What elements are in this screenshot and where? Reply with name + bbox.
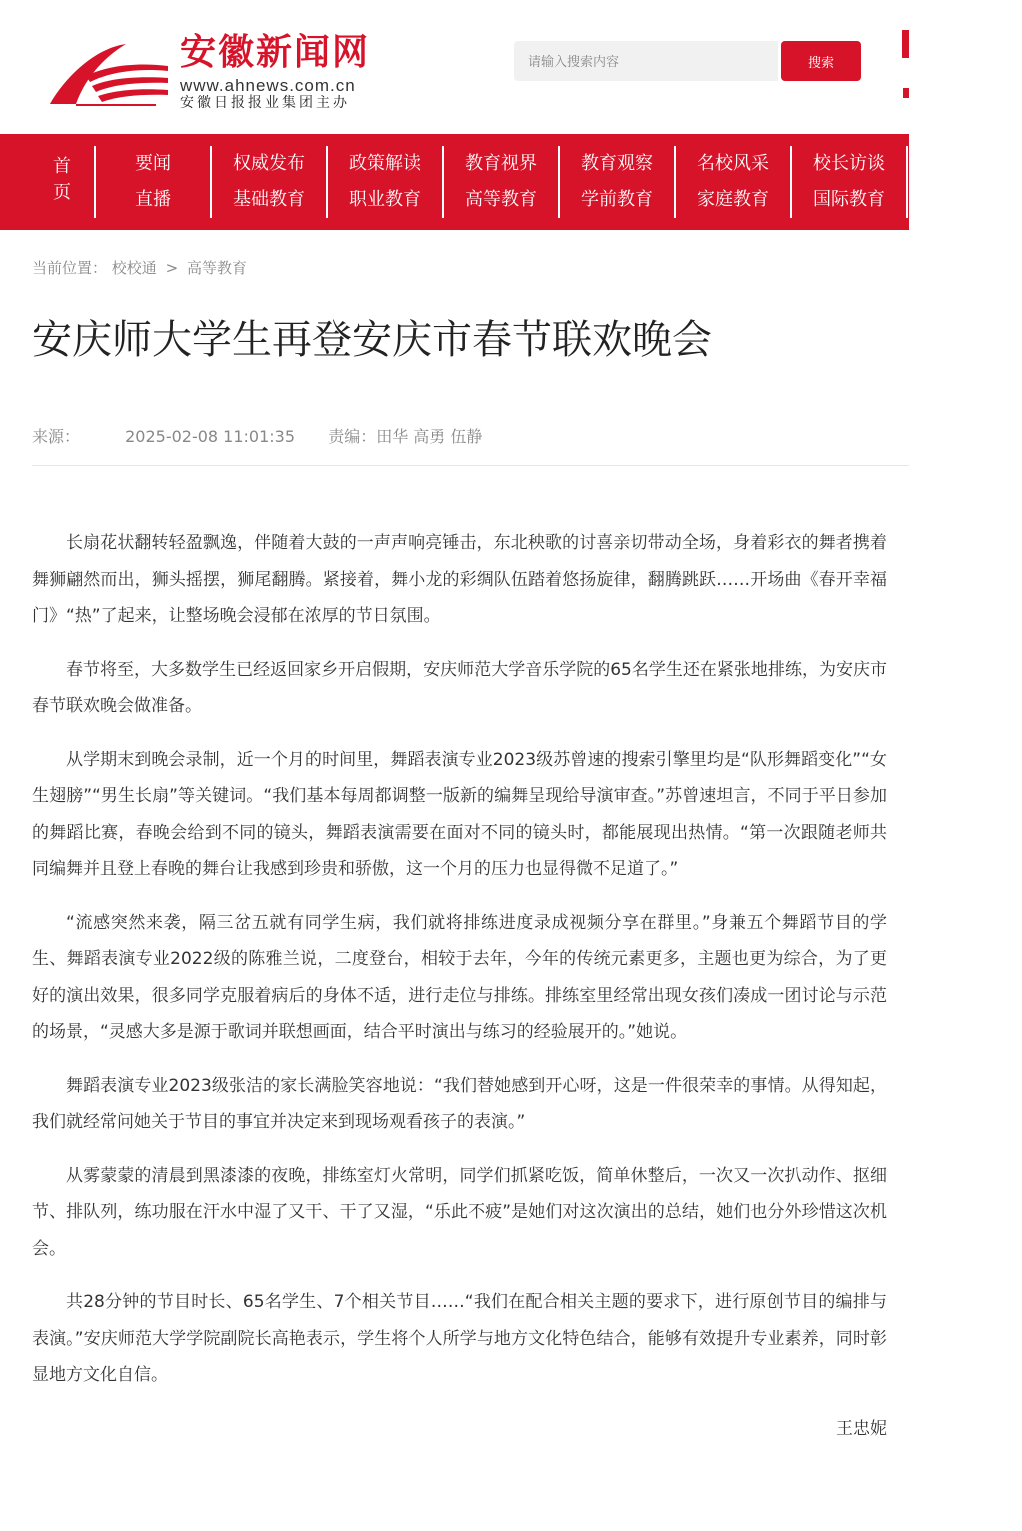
nav-home[interactable]	[34, 154, 90, 210]
article-meta	[32, 426, 482, 448]
nav-home-char: 页	[53, 182, 71, 203]
article-paragraph: 长扇花状翻转轻盈飘逸，伴随着大鼓的一声声响亮锤击，东北秧歌的讨喜亲切带动全场，身着彩衣的舞者携着舞狮翩然而出，狮头摇摆，狮尾翻腾。紧接着，舞小龙的彩绸队伍踏着悠扬旋律，翻腾跳跃……开场曲《春开幸福门》“热”了起来，让整场晚会浸郁在浓厚的节日氛围。	[32, 533, 887, 626]
nav-item[interactable]: 国际教育	[790, 182, 906, 218]
article-paragraph: “流感突然来袭，隔三岔五就有同学生病，我们就将排练进度录成视频分享在群里。”身兼五个舞蹈节目的学生、舞蹈表演专业2022级的陈雅兰说，二度登台，相较于去年，今年的传统元素更多，主题也更为综合，为了更好的演出效果，很多同学克服着病后的身体不适，进行走位与排练。排练室里经常出现女孩们凑成一团讨论与示范的场景，“灵感大多是源于歌词并联想画面，结合平时演出与练习的经验展开的。”她说。	[32, 912, 887, 1042]
nav-item[interactable]: 高等教育	[442, 182, 558, 218]
edge-decoration	[902, 30, 909, 58]
nav-item[interactable]: 校长访谈	[790, 146, 906, 182]
site-logo[interactable]	[46, 30, 406, 110]
article-paragraph: 从学期末到晚会录制，近一个月的时间里，舞蹈表演专业2023级苏曾速的搜索引擎里均是“队形舞蹈变化”“女生翅膀”“男生长扇”等关键词。“我们基本每周都调整一版新的编舞呈现给导演审查。”苏曾速坦言，不同于平日参加的舞蹈比赛，春晚会给到不同的镜头，舞蹈表演需要在面对不同的镜头时，都能展现出热情。“第一次跟随老师共同编舞并且登上春晚的舞台让我感到珍贵和骄傲，这一个月的压力也显得微不足道了。”	[32, 749, 887, 879]
nav-item[interactable]: 直播	[94, 182, 210, 218]
breadcrumb-link[interactable]: 高等教育	[186, 259, 247, 277]
edge-decoration-small	[903, 88, 909, 98]
article-paragraph: 从雾蒙蒙的清晨到黑漆漆的夜晚，排练室灯火常明，同学们抓紧吃饭，简单休整后，一次又一次扒动作、抠细节、排队列，练功服在汗水中湿了又干、干了又湿，“乐此不疲”是她们对这次演出的总结，她们也分外珍惜这次机会。	[32, 1165, 887, 1259]
logo-title: 安徽新闻网	[180, 31, 371, 73]
nav-item[interactable]: 要闻	[94, 146, 210, 182]
logo-subtitle: 安徽日报报业集团主办	[180, 95, 350, 111]
nav-home-char: 首	[53, 156, 71, 177]
article-editor: 责编：田华 高勇 伍静	[328, 427, 483, 446]
nav-item[interactable]: 名	[906, 146, 1022, 182]
nav-item[interactable]: 教育观察	[558, 146, 674, 182]
site-header	[0, 0, 909, 134]
article-title: 安庆师大学生再登安庆市春节联欢晚会	[32, 317, 712, 363]
search-input[interactable]	[514, 41, 778, 81]
breadcrumb-link[interactable]: 校校通	[111, 259, 157, 277]
nav-item[interactable]: 基础教育	[210, 182, 326, 218]
article-source: 来源：	[32, 427, 81, 446]
article-paragraph: 舞蹈表演专业2023级张洁的家长满脸笑容地说：“我们替她感到开心呀，这是一件很荣幸的事情。从得知起，我们就经常问她关于节目的事宜并决定来到现场观看孩子的表演。”	[32, 1075, 887, 1132]
article-paragraph: 春节将至，大多数学生已经返回家乡开启假期，安庆师范大学音乐学院的65名学生还在紧张地排练，为安庆市春节联欢晚会做准备。	[32, 659, 887, 716]
nav-row-secondary	[94, 182, 1022, 218]
breadcrumb-separator: >	[165, 259, 179, 277]
article-paragraph: 共28分钟的节目时长、65名学生、7个相关节目……“我们在配合相关主题的要求下，进行原创节目的编排与表演。”安庆师范大学学院副院长高艳表示，学生将个人所学与地方文化特色结合，能够有效提升专业素养，同时彰显地方文化自信。	[32, 1292, 887, 1385]
nav-item[interactable]: 政策解读	[326, 146, 442, 182]
breadcrumb-label: 当前位置：	[32, 259, 108, 277]
nav-item[interactable]: 教育视界	[442, 146, 558, 182]
nav-item[interactable]: 职业教育	[326, 182, 442, 218]
divider	[32, 465, 909, 466]
nav-item[interactable]: 名校风采	[674, 146, 790, 182]
article-date: 2025-02-08 11:01:35	[125, 427, 296, 446]
breadcrumb	[32, 258, 247, 278]
nav-item[interactable]: 权威发布	[210, 146, 326, 182]
article-body	[32, 525, 887, 1464]
nav-item[interactable]: 学前教育	[558, 182, 674, 218]
search-button[interactable]: 搜索	[781, 41, 861, 81]
nav-item[interactable]: 校	[906, 182, 1022, 218]
article-author: 王忠妮	[836, 1418, 887, 1439]
logo-mark-icon	[46, 36, 170, 106]
nav-item[interactable]: 家庭教育	[674, 182, 790, 218]
nav-row-primary	[94, 146, 1022, 182]
logo-url: www.ahnews.com.cn	[180, 76, 356, 95]
main-nav	[0, 134, 974, 230]
